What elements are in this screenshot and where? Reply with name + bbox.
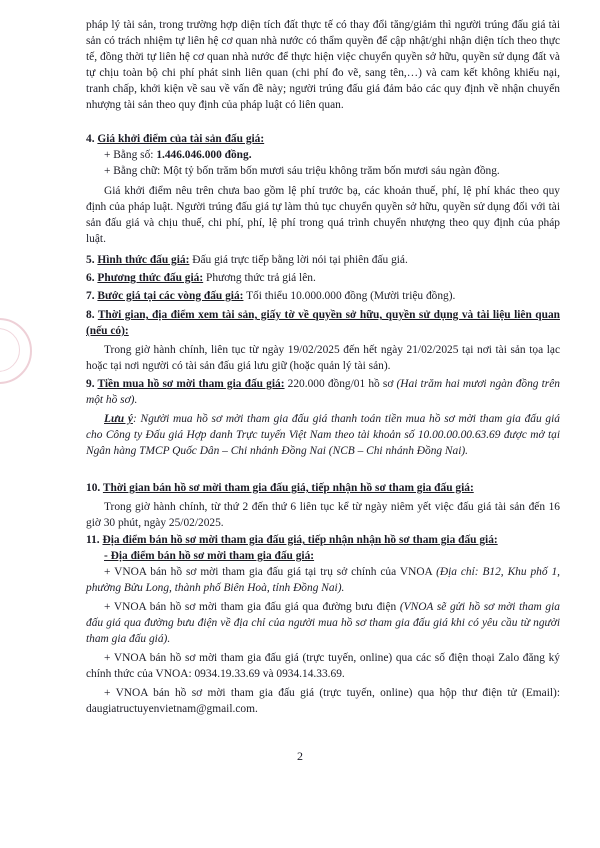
- section-10: [86, 480, 560, 531]
- item-2-italic: (VNOA sẽ gửi hồ sơ mời tham gia đấu giá qua đường bưu điện về địa chỉ của người mua hồ sơ tham gia đấu giá khi có yêu cầu từ người tham gia đấu giá).: [86, 601, 560, 645]
- section-8-heading: [86, 307, 560, 339]
- section-4-bang-so: [86, 147, 560, 163]
- bang-so-label: + Bằng số:: [104, 149, 157, 161]
- section-8: [86, 307, 560, 374]
- section-10-title: Thời gian bán hồ sơ mời tham gia đấu giá, tiếp nhận hồ sơ tham gia đấu giá:: [102, 482, 474, 494]
- item-1-text: + VNOA bán hồ sơ mời tham gia đấu giá tại trụ sở chính của VNOA: [104, 566, 437, 578]
- section-5-text: Đấu giá trực tiếp bằng lời nói tại phiên đấu giá.: [189, 254, 408, 266]
- section-6-number: 6.: [86, 272, 95, 284]
- note-label: Lưu ý: [104, 413, 133, 425]
- section-9-note: [86, 411, 560, 459]
- section-9-title: Tiền mua hồ sơ mời tham gia đấu giá:: [97, 378, 285, 390]
- section-5-line: [86, 252, 560, 268]
- section-4-title: Giá khởi điểm của tài sản đấu giá:: [97, 133, 265, 145]
- section-11: [86, 532, 560, 717]
- section-11-subtitle: [86, 548, 560, 564]
- section-8-title: Thời gian, địa điểm xem tài sản, giấy tờ về quyền sở hữu, quyền sử dụng và tài liệu liên quan (nếu có):: [86, 309, 560, 337]
- section-4-bang-chu: + Bằng chữ: Một tỷ bốn trăm bốn mươi sáu triệu không trăm bốn mươi sáu ngàn đồng.: [104, 165, 500, 177]
- section-11-item-4: + VNOA bán hồ sơ mời tham gia đấu giá (trực tuyến, online) qua hộp thư điện tử (Email): daugiatructuyenvietnam@gmail.com.: [86, 687, 560, 715]
- section-9-text-italic: (Hai trăm hai mươi ngàn đồng trên một hồ sơ).: [86, 378, 560, 406]
- red-stamp-fragment: [0, 318, 32, 384]
- section-10-heading: [86, 480, 560, 496]
- section-9-text: 220.000 đồng/01 hồ sơ: [284, 378, 397, 390]
- section-7-number: 7.: [86, 290, 95, 302]
- intro-block: [86, 17, 560, 113]
- section-4-number: 4.: [86, 133, 95, 145]
- section-11-subtitle-text: - Địa điểm bán hồ sơ mời tham gia đấu giá:: [104, 550, 315, 562]
- item-1-italic: (Địa chỉ: B12, Khu phố 1, phường Bửu Long, thành phố Biên Hoà, tỉnh Đồng Nai).: [86, 566, 560, 594]
- section-5-title: Hình thức đấu giá:: [97, 254, 190, 266]
- section-11-item-2: [86, 599, 560, 647]
- section-7-title: Bước giá tại các vòng đấu giá:: [97, 290, 244, 302]
- section-7: [86, 288, 560, 304]
- section-7-text: Tối thiểu 10.000.000 đồng (Mười triệu đồng).: [243, 290, 456, 302]
- note-text: : Người mua hồ sơ mời tham gia đấu giá thanh toán tiền mua hồ sơ mời tham gia đấu giá cho Công ty Đấu giá Hợp danh Trực tuyến Việt Nam theo tài khoản số 10.00.00.00.63.69 được mở tại Ngân hàng TMCP Quốc Dân – Chi nhánh Đồng Nai (NCB – Chi nhánh Đồng Nai).: [86, 413, 560, 457]
- page-number: 2: [297, 749, 303, 763]
- section-5: [86, 252, 560, 268]
- section-9-line: [86, 376, 560, 408]
- section-6: [86, 270, 560, 286]
- bang-so-value: 1.446.046.000 đồng.: [156, 149, 252, 161]
- section-11-number: 11.: [86, 534, 100, 546]
- section-6-line: [86, 270, 560, 286]
- section-9: [86, 376, 560, 459]
- item-2-text: + VNOA bán hồ sơ mời tham gia đấu giá qua đường bưu điện: [104, 601, 400, 613]
- section-6-title: Phương thức đấu giá:: [97, 272, 204, 284]
- section-9-number: 9.: [86, 378, 95, 390]
- section-10-number: 10.: [86, 482, 101, 494]
- section-10-text: Trong giờ hành chính, từ thứ 2 đến thứ 6 liên tục kể từ ngày niêm yết việc đấu giá tài sản đến 16 giờ 30 phút, ngày 25/02/2025.: [86, 501, 560, 529]
- intro-paragraph: pháp lý tài sản, trong trường hợp diện tích đất thực tế có thay đổi tăng/giảm thì người trúng đấu giá tài sản có trách nhiệm tự liên hệ cơ quan nhà nước có thẩm quyền để cập nhật/ghi nhận diện tích theo thực tế, đồng thời tự liên hệ cơ quan nhà nước để thực hiện việc chuyển quyền sở hữu, quyền sử dụng đất và tự chịu toàn bộ chi phí phát sinh liên quan (chi phí đo vẽ, sang tên,…) và cam kết không khiếu nại, tranh chấp, khởi kiện về sau về vấn đề này; người trúng đấu giá đảm bảo các quy định về nhận chuyển nhượng tài sản theo quy định của pháp luật có liên quan.: [86, 19, 560, 111]
- section-4-heading: [86, 131, 560, 147]
- section-6-text: Phương thức trả giá lên.: [203, 272, 316, 284]
- section-7-line: [86, 288, 560, 304]
- section-4-note: Giá khởi điểm nêu trên chưa bao gồm lệ phí trước bạ, các khoản thuế, phí, lệ phí khác theo quy định của pháp luật. Người trúng đấu giá tự làm thủ tục chuyển quyền sở hữu, quyền sử dụng đối với tài sản đấu giá và chịu thuế, chi phí, phí, lệ phí trong quá trình chuyển nhượng theo quy định của pháp luật.: [86, 185, 560, 245]
- section-11-item-3: + VNOA bán hồ sơ mời tham gia đấu giá (trực tuyến, online) qua các số điện thoại Zalo đăng ký chính thức của VNOA: 0934.19.33.69 và 0934.14.33.69.: [86, 652, 560, 680]
- section-5-number: 5.: [86, 254, 95, 266]
- section-4: [86, 131, 560, 247]
- section-8-number: 8.: [86, 309, 95, 321]
- section-11-title: Địa điểm bán hồ sơ mời tham gia đấu giá, tiếp nhận nhận hồ sơ tham gia đấu giá:: [102, 534, 498, 546]
- section-11-heading: [86, 532, 560, 548]
- section-8-text: Trong giờ hành chính, liên tục từ ngày 19/02/2025 đến hết ngày 21/02/2025 tại nơi tài sản tọa lạc hoặc tại nơi người có tài sản đấu giá lưu giữ (hoặc quản lý tài sản).: [86, 344, 560, 372]
- section-11-item-1: [86, 564, 560, 596]
